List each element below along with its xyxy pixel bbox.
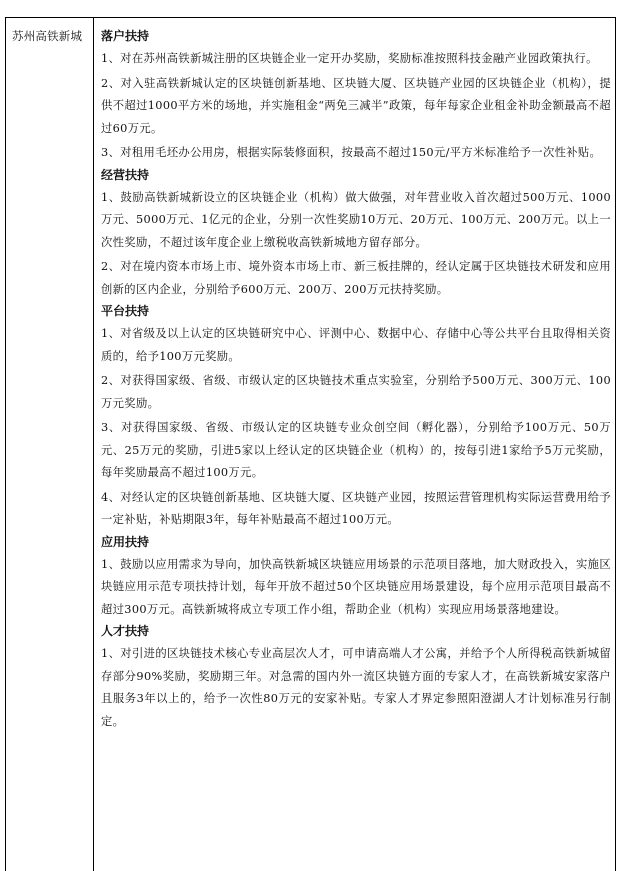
policy-paragraph: 2、对获得国家级、省级、市级认定的区块链技术重点实验室，分别给予500万元、300万元、100万元奖励。 — [101, 374, 611, 410]
policy-paragraph: 1、对在苏州高铁新城注册的区块链企业一定开办奖励，奖励标准按照科技金融产业园政策执行。 — [101, 52, 598, 65]
policy-paragraph: 1、鼓励高铁新城新设立的区块链企业（机构）做大做强，对年营业收入首次超过500万元、1000万元、5000万元、1亿元的企业，分别一次性奖励10万元、20万元、100万元、200万元。以上一次性奖励，不超过该年度企业上缴税收高铁新城地方留存部分。 — [101, 190, 611, 249]
section-title: 落户扶持 — [101, 29, 150, 43]
policy-section — [101, 165, 611, 302]
section-title: 人才扶持 — [101, 624, 150, 638]
policy-paragraph: 1、对省级及以上认定的区块链研究中心、评测中心、数据中心、存储中心等公共平台且取得相关资质的，给予100万元奖励。 — [101, 327, 611, 363]
region-cell — [6, 18, 93, 871]
policy-table — [5, 17, 616, 871]
policy-paragraph: 3、对获得国家级、省级、市级认定的区块链专业众创空间（孵化器），分别给予100万元、50万元、25万元的奖励，引进5家以上经认定的区块链企业（机构）的，按每引进1家给予5万元奖励，每年奖励最高不超过100万元。 — [101, 421, 611, 479]
policy-section — [101, 621, 611, 733]
policy-section — [101, 301, 611, 532]
policy-paragraph: 2、对在境内资本市场上市、境外资本市场上市、新三板挂牌的，经认定属于区块链技术研发和应用创新的区内企业，分别给予600万元、200万、200万元扶持奖励。 — [101, 260, 611, 296]
region-label: 苏州高铁新城 — [12, 29, 83, 43]
policy-paragraph: 1、对引进的区块链技术核心专业高层次人才，可申请高端人才公寓，并给予个人所得税高铁新城留存部分90%奖励，奖励期三年。对急需的国内外一流区块链方面的专家人才，在高铁新城安家落户且服务3年以上的，给予一次性80万元的安家补贴。专家人才界定参照阳澄湖人才计划标准另行制定。 — [101, 647, 611, 728]
policy-paragraph: 3、对租用毛坯办公用房，根据实际装修面积，按最高不超过150元/平方米标准给予一次性补贴。 — [101, 146, 602, 159]
section-title: 应用扶持 — [101, 534, 150, 549]
policy-paragraph: 1、鼓励以应用需求为导向，加快高铁新城区块链应用场景的示范项目落地，加大财政投入，实施区块链应用示范专项扶持计划，每年开放不超过50个区块链应用场景建设，每个应用示范项目最高不超过300万元。高铁新城将成立专项工作小组，帮助企业（机构）实现应用场景落地建设。 — [101, 557, 611, 616]
policy-content — [101, 26, 611, 733]
policy-section — [101, 26, 611, 165]
section-title: 平台扶持 — [101, 304, 150, 318]
policy-paragraph: 4、对经认定的区块链创新基地、区块链大厦、区块链产业园，按照运营管理机构实际运营费用给予一定补贴，补贴期限3年，每年补贴最高不超过100万元。 — [101, 490, 611, 526]
column-divider — [93, 18, 94, 871]
section-title: 经营扶持 — [101, 167, 150, 182]
policy-paragraph: 2、对入驻高铁新城认定的区块链创新基地、区块链大厦、区块链产业园的区块链企业（机构），提供不超过1000平方米的场地，并实施租金“两免三减半”政策，每年每家企业租金补助金额最高不超过60万元。 — [101, 76, 611, 135]
policy-section — [101, 532, 611, 622]
